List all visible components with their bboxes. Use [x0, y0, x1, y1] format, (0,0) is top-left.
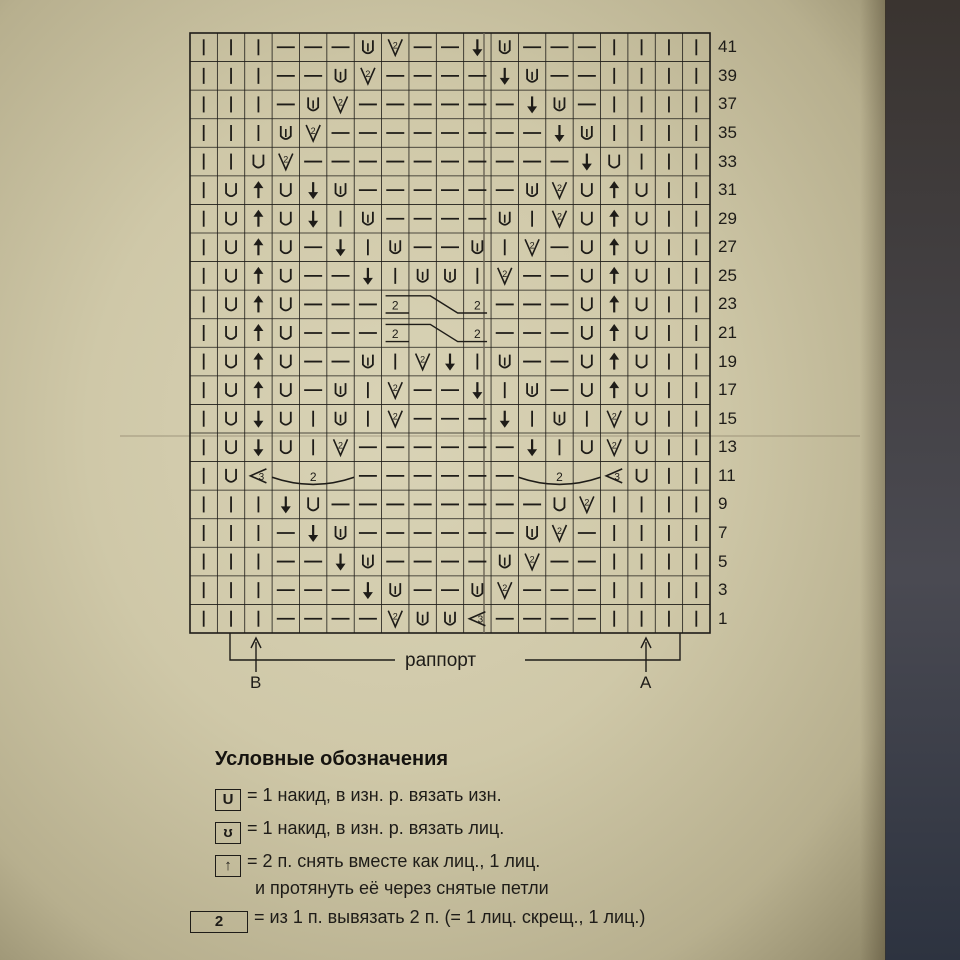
- row-number: 15: [718, 408, 737, 428]
- arrow-down-icon: [308, 221, 318, 228]
- yarnover-icon: [226, 412, 236, 425]
- arrow-down-icon: [554, 135, 564, 142]
- yarnover-icon: [637, 412, 647, 425]
- row-number: 33: [718, 151, 737, 171]
- yarnover-icon: [281, 383, 291, 396]
- arrow-up-icon: [253, 324, 263, 331]
- yarnover-icon: [582, 355, 592, 368]
- yarnover-icon: [637, 326, 647, 339]
- arrow-up-icon: [609, 295, 619, 302]
- decrease-v-icon: 2: [611, 440, 617, 451]
- legend-text: = 1 накид, в изн. р. вязать изн.: [247, 785, 502, 805]
- row-number: 29: [718, 208, 737, 228]
- row-number: 3: [718, 580, 728, 600]
- decrease-v-icon: 2: [556, 526, 562, 536]
- row-number: 41: [718, 37, 737, 57]
- row-number: 23: [718, 294, 737, 314]
- arrow-up-icon: [609, 381, 619, 388]
- arrow-down-icon: [527, 106, 537, 113]
- yarnover-icon: [582, 383, 592, 396]
- arrow-down-icon: [500, 421, 510, 428]
- yarnover-icon: [226, 183, 236, 196]
- row-number: 21: [718, 323, 737, 342]
- arrow-up-icon: [609, 238, 619, 245]
- yarnover-icon: [281, 326, 291, 339]
- arrow-up-icon: [609, 181, 619, 188]
- arrow-down-icon: [336, 564, 346, 571]
- arrow-up-icon: [253, 381, 263, 388]
- chart-border: [190, 33, 710, 633]
- arrow-up-icon: [253, 295, 263, 302]
- yarnover-icon: [308, 497, 318, 510]
- decrease-v-icon: 2: [338, 440, 344, 451]
- increase-arc-icon: 2: [190, 911, 248, 933]
- legend-item-yarnover-purl: [215, 785, 502, 811]
- yarnover-icon: [582, 440, 592, 453]
- yarnover-icon: [637, 212, 647, 225]
- decrease-v-icon: 2: [529, 240, 535, 251]
- decrease-v-icon: 2: [502, 583, 508, 594]
- marker-b-label: B: [250, 673, 262, 692]
- yarnover-icon: [281, 297, 291, 310]
- arrow-down-icon: [445, 364, 455, 371]
- legend-item-continuation: и протянуть её через снятые петли: [255, 878, 549, 898]
- arrow-down-icon: [472, 49, 482, 56]
- decrease-3-icon: 3: [258, 471, 265, 483]
- yarnover-icon: [281, 269, 291, 282]
- yarnover-icon: [226, 269, 236, 282]
- yarnover-icon: [226, 469, 236, 482]
- arrow-down-icon: [527, 449, 537, 456]
- arrow-down-icon: [253, 449, 263, 456]
- row-number: 9: [718, 494, 728, 514]
- yarnover-icon: [609, 155, 619, 168]
- decrease-v-icon: 2: [392, 40, 398, 51]
- yarnover-icon: [281, 412, 291, 425]
- yarnover-icon: [226, 326, 236, 339]
- arrow-up-icon: [253, 353, 263, 360]
- yarnover-icon: [281, 355, 291, 368]
- yarnover-icon: [226, 383, 236, 396]
- increase-2-icon: 2: [474, 327, 481, 341]
- legend-title: Условные обозначения: [215, 748, 449, 770]
- yarnover-icon: [281, 440, 291, 453]
- legend-text: = 1 накид, в изн. р. вязать лиц.: [247, 818, 505, 838]
- decrease-v-icon: 2: [529, 554, 535, 565]
- rapport-label: раппорт: [405, 650, 477, 671]
- row-number: 13: [718, 437, 737, 457]
- legend-item-yarnover-knit: [215, 818, 504, 844]
- legend-text: = из 1 п. вывязать 2 п. (= 1 лиц. скрещ., 1 лиц.): [254, 907, 646, 927]
- marker-a-label: A: [640, 673, 652, 692]
- row-number: 39: [718, 65, 737, 85]
- increase-2-icon: 2: [391, 327, 399, 341]
- yarnover-icon: U: [215, 789, 241, 811]
- arrow-down-icon: [308, 535, 318, 542]
- yarnover-icon: [582, 297, 592, 310]
- arrow-up-icon: [253, 181, 263, 188]
- row-number: 27: [718, 237, 737, 257]
- row-number: 17: [718, 380, 737, 400]
- decrease-v-icon: 2: [556, 211, 562, 222]
- arrow-down-icon: [308, 192, 318, 199]
- decrease-3-icon: 3: [614, 471, 620, 483]
- arrow-down-icon: [363, 592, 373, 599]
- decrease-v-icon: 2: [365, 68, 371, 79]
- increase-2-icon: 2: [391, 298, 399, 313]
- arrow-down-icon: [582, 164, 592, 171]
- decrease-v-icon: 2: [338, 97, 344, 108]
- yarnover-icon: [637, 240, 647, 253]
- yarnover-icon: [226, 297, 236, 310]
- decrease-v-icon: 2: [611, 411, 617, 422]
- yarnover-icon: [637, 183, 647, 196]
- arrow-down-icon: [253, 421, 263, 428]
- arrow-down-icon: [336, 249, 346, 256]
- decrease-v-icon: 2: [392, 411, 398, 422]
- increase-2-icon: 2: [556, 469, 563, 484]
- yarnover-icon: [226, 212, 236, 225]
- row-number: 37: [718, 94, 737, 114]
- row-number: 5: [718, 551, 728, 571]
- arrow-up-icon: [253, 238, 263, 245]
- row-number: 7: [718, 523, 728, 542]
- arrow-up-icon: [609, 353, 619, 360]
- yarnover-icon: [582, 183, 592, 196]
- arrow-up-icon: [609, 324, 619, 331]
- yarnover-icon: [637, 297, 647, 310]
- yarnover-icon: [582, 212, 592, 225]
- increase-2-icon: 2: [309, 469, 317, 484]
- arrow-down-icon: [363, 278, 373, 285]
- row-number: 31: [718, 180, 737, 200]
- decrease-v-icon: 2: [584, 497, 590, 508]
- yarnover-icon: [253, 155, 263, 168]
- decrease-v-icon: 2: [556, 183, 562, 194]
- arrow-up-icon: ↑: [215, 855, 241, 877]
- decrease-v-icon: 2: [392, 611, 398, 622]
- yarnover-icon: [637, 269, 647, 282]
- yarnover-icon: [281, 240, 291, 253]
- yarnover-icon: [637, 469, 647, 482]
- decrease-v-icon: 2: [283, 154, 289, 165]
- yarnover-icon: [582, 326, 592, 339]
- yarnover-icon: [281, 183, 291, 196]
- legend-item-slip-decrease: [215, 851, 540, 877]
- row-number: 19: [718, 351, 737, 371]
- yarnover-icon: [226, 355, 236, 368]
- yarnover-icon: [226, 240, 236, 253]
- yarnover-icon: [281, 212, 291, 225]
- rapport-bracket-right: [525, 633, 680, 660]
- legend-item-increase: [190, 907, 645, 933]
- legend-text: = 2 п. снять вместе как лиц., 1 лиц.: [247, 851, 541, 871]
- yarnover-icon: [637, 440, 647, 453]
- arrow-up-icon: [609, 210, 619, 217]
- decrease-3-icon: 3: [477, 614, 484, 626]
- decrease-v-icon: 2: [502, 268, 508, 279]
- yarnover-knit-icon: ʊ: [215, 822, 241, 844]
- arrow-down-icon: [472, 392, 482, 399]
- yarnover-icon: [582, 240, 592, 253]
- yarnover-icon: [637, 355, 647, 368]
- yarnover-icon: [226, 440, 236, 453]
- row-number: 25: [718, 265, 737, 285]
- decrease-v-icon: 2: [392, 383, 398, 394]
- decrease-v-icon: 2: [310, 126, 316, 136]
- row-number: 1: [718, 608, 728, 628]
- decrease-v-icon: 2: [420, 354, 426, 365]
- row-number: 11: [718, 465, 736, 485]
- yarnover-icon: [637, 383, 647, 396]
- yarnover-icon: [582, 269, 592, 282]
- arrow-up-icon: [609, 267, 619, 274]
- increase-2-icon: 2: [474, 298, 481, 313]
- arrow-down-icon: [281, 506, 291, 513]
- yarnover-icon: [554, 497, 564, 510]
- row-number: 35: [718, 123, 737, 142]
- arrow-down-icon: [500, 78, 510, 85]
- arrow-up-icon: [253, 267, 263, 274]
- arrow-up-icon: [253, 210, 263, 217]
- rapport-bracket-left: [230, 633, 395, 660]
